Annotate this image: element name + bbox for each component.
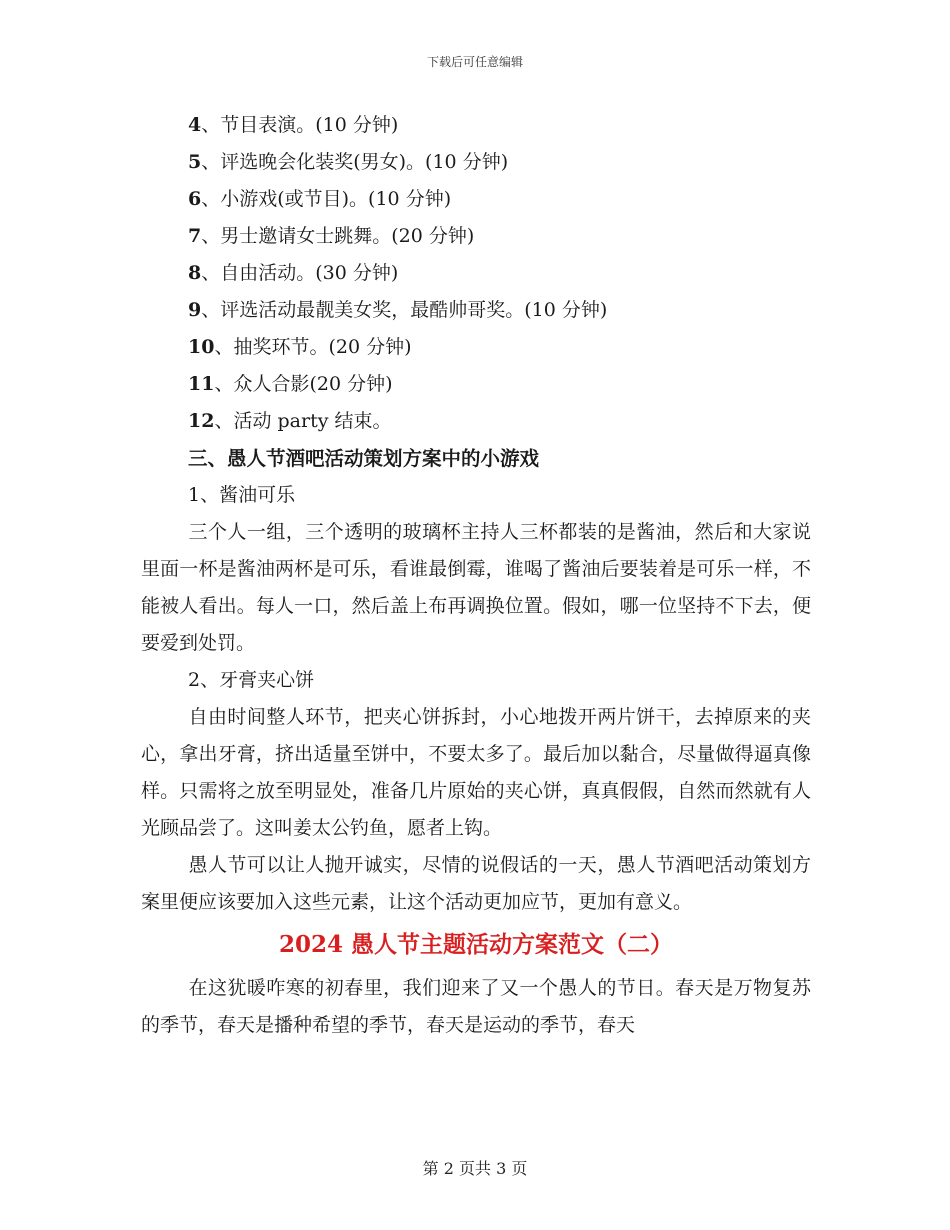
list-item-number: 9	[188, 299, 202, 321]
list-item	[141, 181, 811, 218]
list-item	[141, 403, 811, 440]
list-item	[141, 255, 811, 292]
list-item	[141, 366, 811, 403]
list-item-text: 、抽奖环节。(20 分钟)	[214, 336, 412, 358]
list-item-number: 12	[188, 410, 215, 432]
page-header: 下载后可任意编辑	[426, 55, 523, 69]
intro-paragraph: 在这犹暖咋寒的初春里，我们迎来了又一个愚人的节日。春天是万物复苏的季节，春天是播种希望的季节，春天是运动的季节，春天	[141, 977, 811, 1036]
list-item-number: 5	[188, 151, 202, 173]
list-item-text: 、男士邀请女士跳舞。(20 分钟)	[201, 225, 475, 247]
list-item-text: 、活动 party 结束。	[214, 410, 392, 432]
section-heading: 三、愚人节酒吧活动策划方案中的小游戏	[188, 447, 540, 470]
document-title: 2024 愚人节主题活动方案范文（二）	[278, 931, 674, 958]
list-item-text: 、节目表演。(10 分钟)	[201, 114, 399, 136]
closing-paragraph: 愚人节可以让人抛开诚实，尽情的说假话的一天，愚人节酒吧活动策划方案里便应该要加入这些元素，让这个活动更加应节，更加有意义。	[141, 854, 811, 913]
list-item-text: 、评选活动最靓美女奖，最酷帅哥奖。(10 分钟)	[201, 299, 608, 321]
list-item-text: 、小游戏(或节目)。(10 分钟)	[201, 188, 452, 210]
list-item-number: 8	[188, 262, 202, 284]
game-description-toothpaste-cookie: 自由时间整人环节，把夹心饼拆封，小心地拨开两片饼干，去掉原来的夹心，拿出牙膏，挤出适量至饼中，不要太多了。最后加以黏合，尽量做得逼真像样。只需将之放至明显处，准备几片原始的夹心饼，真真假假，自然而然就有人光顾品尝了。这叫姜太公钓鱼，愿者上钩。	[141, 706, 811, 839]
list-item	[141, 329, 811, 366]
schedule-list	[141, 107, 811, 440]
page-content	[141, 107, 811, 1044]
list-item-text: 、众人合影(20 分钟)	[214, 373, 393, 395]
page-footer: 第 2 页共 3 页	[422, 1159, 528, 1178]
list-item	[141, 144, 811, 181]
game-description-soy-cola: 三个人一组，三个透明的玻璃杯主持人三杯都装的是酱油，然后和大家说里面一杯是酱油两杯是可乐，看谁最倒霉，谁喝了酱油后要装着是可乐一样，不能被人看出。每人一口，然后盖上布再调换位置。假如，哪一位坚持不下去，便要爱到处罚。	[141, 521, 811, 654]
game-title-soy-cola: 1、酱油可乐	[188, 484, 296, 506]
list-item-number: 4	[188, 114, 202, 136]
list-item-number: 6	[188, 188, 202, 210]
list-item	[141, 107, 811, 144]
list-item-number: 10	[188, 336, 215, 358]
list-item	[141, 218, 811, 255]
list-item-text: 、自由活动。(30 分钟)	[201, 262, 399, 284]
list-item-number: 7	[188, 225, 202, 247]
list-item	[141, 292, 811, 329]
list-item-number: 11	[188, 373, 215, 395]
game-title-toothpaste-cookie: 2、牙膏夹心饼	[188, 669, 315, 691]
list-item-text: 、评选晚会化装奖(男女)。(10 分钟)	[201, 151, 509, 173]
